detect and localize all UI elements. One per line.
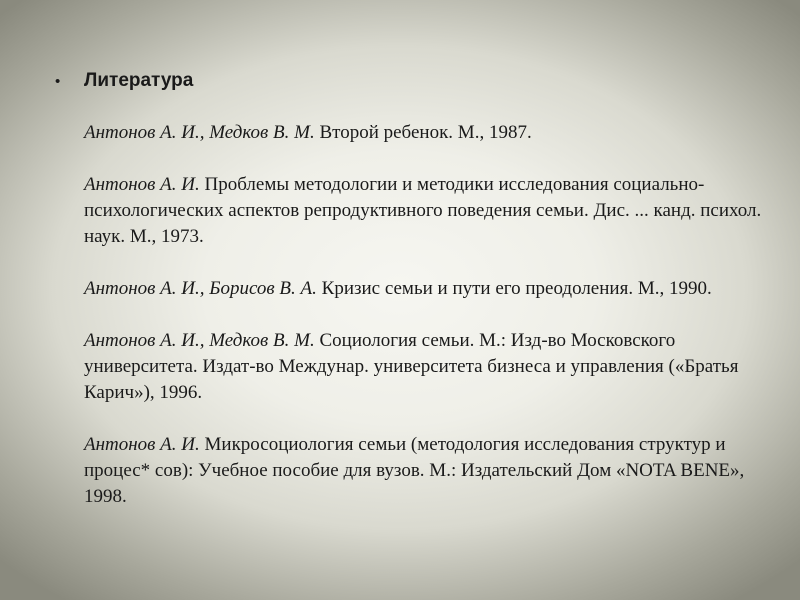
reference-author: Антонов А. И., Медков В. М.: [84, 122, 315, 143]
reference-text: Второй ребенок. М., 1987.: [314, 122, 532, 143]
reference-text: Проблемы методологии и методики исследования социально-психологических аспектов репродуктивного поведения семьи. Дис. ... канд. психол. наук. М., 1973.: [84, 174, 762, 247]
reference-item: [84, 120, 774, 146]
bullet-marker: •: [55, 73, 61, 90]
reference-author: Антонов А. И.: [84, 434, 200, 455]
reference-author: Антонов А. И.: [84, 174, 200, 195]
reference-item: [84, 172, 774, 250]
reference-text: Микросоциология семьи (методология исследования структур и процес* сов): Учебное пособие для вузов. М.: Издательский Дом «NOTA BENE», 1998.: [84, 434, 745, 507]
reference-item: [84, 328, 774, 406]
reference-text: Кризис семьи и пути его преодоления. М., 1990.: [316, 278, 712, 299]
reference-list: [84, 120, 774, 536]
slide-heading: Литература: [84, 70, 194, 91]
reference-item: [84, 276, 774, 302]
reference-author: Антонов А. И., Борисов В. А.: [84, 278, 317, 299]
reference-item: [84, 432, 774, 510]
reference-text: Социология семьи. М.: Изд-во Московского университета. Издат-во Междунар. университета бизнеса и управления («Братья Карич»), 1996.: [84, 330, 739, 403]
reference-author: Антонов А. И., Медков В. М.: [84, 330, 315, 351]
